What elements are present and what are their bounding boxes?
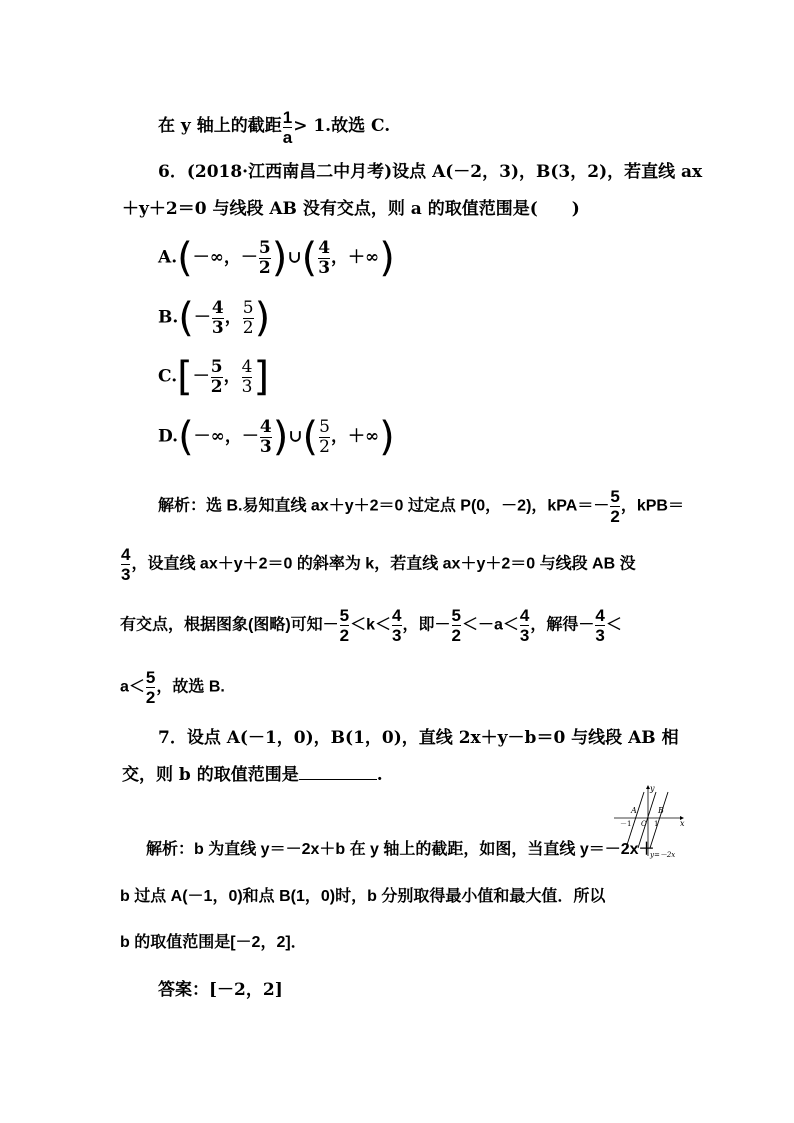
- figure-label-x: x: [680, 819, 685, 828]
- figure-label-a: A: [631, 806, 637, 815]
- figure-label-equation: y=－2x: [650, 851, 676, 859]
- q7-line-1: 7．设点 A(－1，0)，B(1，0)，直线 2x＋y－b＝0 与线段 AB 相: [158, 728, 679, 748]
- intro-suffix: > 1.故选 C.: [293, 116, 391, 136]
- figure-label-1: 1: [654, 820, 659, 828]
- figure-label-o: O: [641, 820, 647, 828]
- answer-blank[interactable]: [299, 765, 377, 780]
- sol7-line-2: b 过点 A(－1，0)和点 B(1，0)时，b 分别取得最小值和最大值．所以: [120, 888, 606, 905]
- q6-option-a: A.(－∞，－ $\frac{5}{2}$ )∪( $\frac{4}{3}$ ，＋∞): [158, 235, 395, 281]
- q6-line-1: 6．(2018·江西南昌二中月考)设点 A(－2，3)，B(3，2)，若直线 ax: [158, 162, 703, 182]
- q6-option-b: B.(－ $\frac{4}{3}$ ， $\frac{5}{2}$ ): [158, 295, 271, 341]
- answer-line: 答案：[－2，2]: [158, 980, 283, 1000]
- figure-label-y: y: [650, 784, 655, 793]
- intro-line: [158, 108, 390, 147]
- intro-text: 在 y 轴上的截距: [158, 116, 282, 136]
- intro-fraction: $\frac{1}{a}$: [282, 108, 293, 147]
- sol6-line-2: $\frac{4}{3}$ ，设直线 ax＋y＋2＝0 的斜率为 k，若直线 ax＋y＋2＝0 与线段 AB 没: [121, 545, 636, 584]
- q6-option-d: D.(－∞，－ $\frac{4}{3}$ )∪( $\frac{5}{2}$ ，＋∞): [158, 414, 395, 460]
- sol6-line-1: 解析：选 B.易知直线 ax＋y＋2＝0 过定点 P(0，－2)，kPA＝－ $\frac{5}{2}$ ，kPB＝: [158, 487, 684, 526]
- sol7-line-1: 解析：b 为直线 y＝－2x＋b 在 y 轴上的截距，如图，当直线 y＝－2x＋: [146, 841, 655, 858]
- sol6-line-3: 有交点，根据图象(图略)可知－ $\frac{5}{2}$ ＜k＜ $\frac{4}{3}$ ，即－ $\frac{5}{2}$ ＜－a＜ $\frac{4}{3}$ ，解得－ $\frac{4}{3}$ ＜: [120, 606, 622, 645]
- q7-line-2: 交，则 b 的取值范围是 .: [122, 765, 383, 785]
- q6-line-2: ＋y＋2＝0 与线段 AB 没有交点，则 a 的取值范围是( ): [122, 199, 580, 219]
- figure-label-minus-1: －1: [620, 820, 632, 828]
- q6-option-c: C.[－ $\frac{5}{2}$ ， $\frac{4}{3}$ ]: [158, 354, 270, 400]
- figure-label-b: B: [658, 806, 664, 815]
- sol7-line-3: b 的取值范围是[－2，2]．: [120, 934, 307, 951]
- sol6-line-4: a＜ $\frac{5}{2}$ ，故选 B.: [120, 668, 225, 707]
